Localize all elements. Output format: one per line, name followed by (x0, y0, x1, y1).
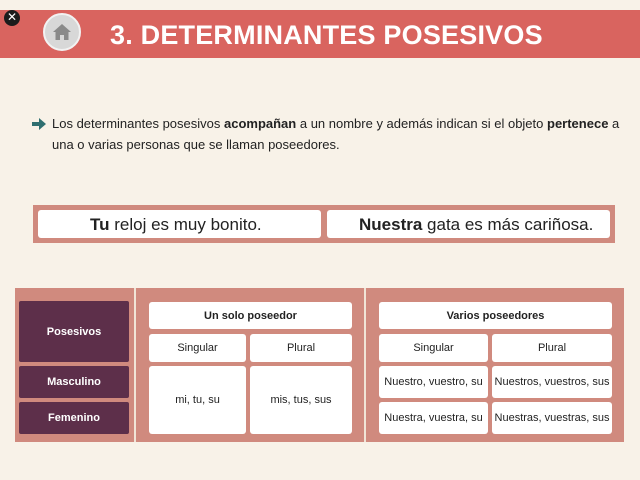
examples-strip (33, 205, 615, 243)
page-title: 3. DETERMINANTES POSESIVOS (110, 20, 543, 50)
intro-text-part: Los determinantes posesivos (52, 116, 224, 131)
many-owners-fem-singular: Nuestra, vuestra, su (379, 402, 488, 434)
one-owner-plural-header: Plural (250, 334, 352, 362)
example-determiner: Nuestra (359, 215, 423, 234)
many-owners-masc-plural: Nuestros, vuestros, sus (492, 366, 612, 398)
intro-text-part: a una o varias personas que se llaman poseedores. (52, 116, 620, 152)
one-owner-plural-values: mis, tus, sus (250, 366, 352, 434)
close-button[interactable] (4, 10, 20, 26)
home-button[interactable] (43, 13, 81, 51)
home-icon (52, 23, 72, 41)
column-divider (134, 288, 136, 442)
intro-paragraph (32, 113, 622, 155)
possessives-table (15, 288, 624, 442)
one-owner-singular-header: Singular (149, 334, 246, 362)
header-bar (0, 10, 640, 58)
row-header-posesivos: Posesivos (19, 301, 129, 362)
arrow-right-icon (32, 118, 46, 130)
intro-text-part: a un nombre y además indican si el objeto (296, 116, 547, 131)
example-rest: gata es más cariñosa. (422, 215, 594, 234)
intro-bold-word: acompañan (223, 116, 297, 131)
example-sentence (327, 210, 610, 238)
close-icon: ✕ (6, 10, 18, 24)
many-owners-plural-header: Plural (492, 334, 612, 362)
many-owners-title: Varios poseedores (379, 302, 612, 329)
intro-bold-word: pertenece (547, 116, 609, 131)
one-owner-title: Un solo poseedor (149, 302, 352, 329)
row-header-masculino: Masculino (19, 366, 129, 398)
row-header-femenino: Femenino (19, 402, 129, 434)
example-sentence (38, 210, 321, 238)
column-divider (364, 288, 366, 442)
example-determiner: Tu (90, 215, 110, 234)
many-owners-singular-header: Singular (379, 334, 488, 362)
example-rest: reloj es muy bonito. (109, 215, 262, 234)
many-owners-masc-singular: Nuestro, vuestro, su (379, 366, 488, 398)
one-owner-singular-values: mi, tu, su (149, 366, 246, 434)
many-owners-fem-plural: Nuestras, vuestras, sus (492, 402, 612, 434)
intro-text (52, 113, 622, 155)
